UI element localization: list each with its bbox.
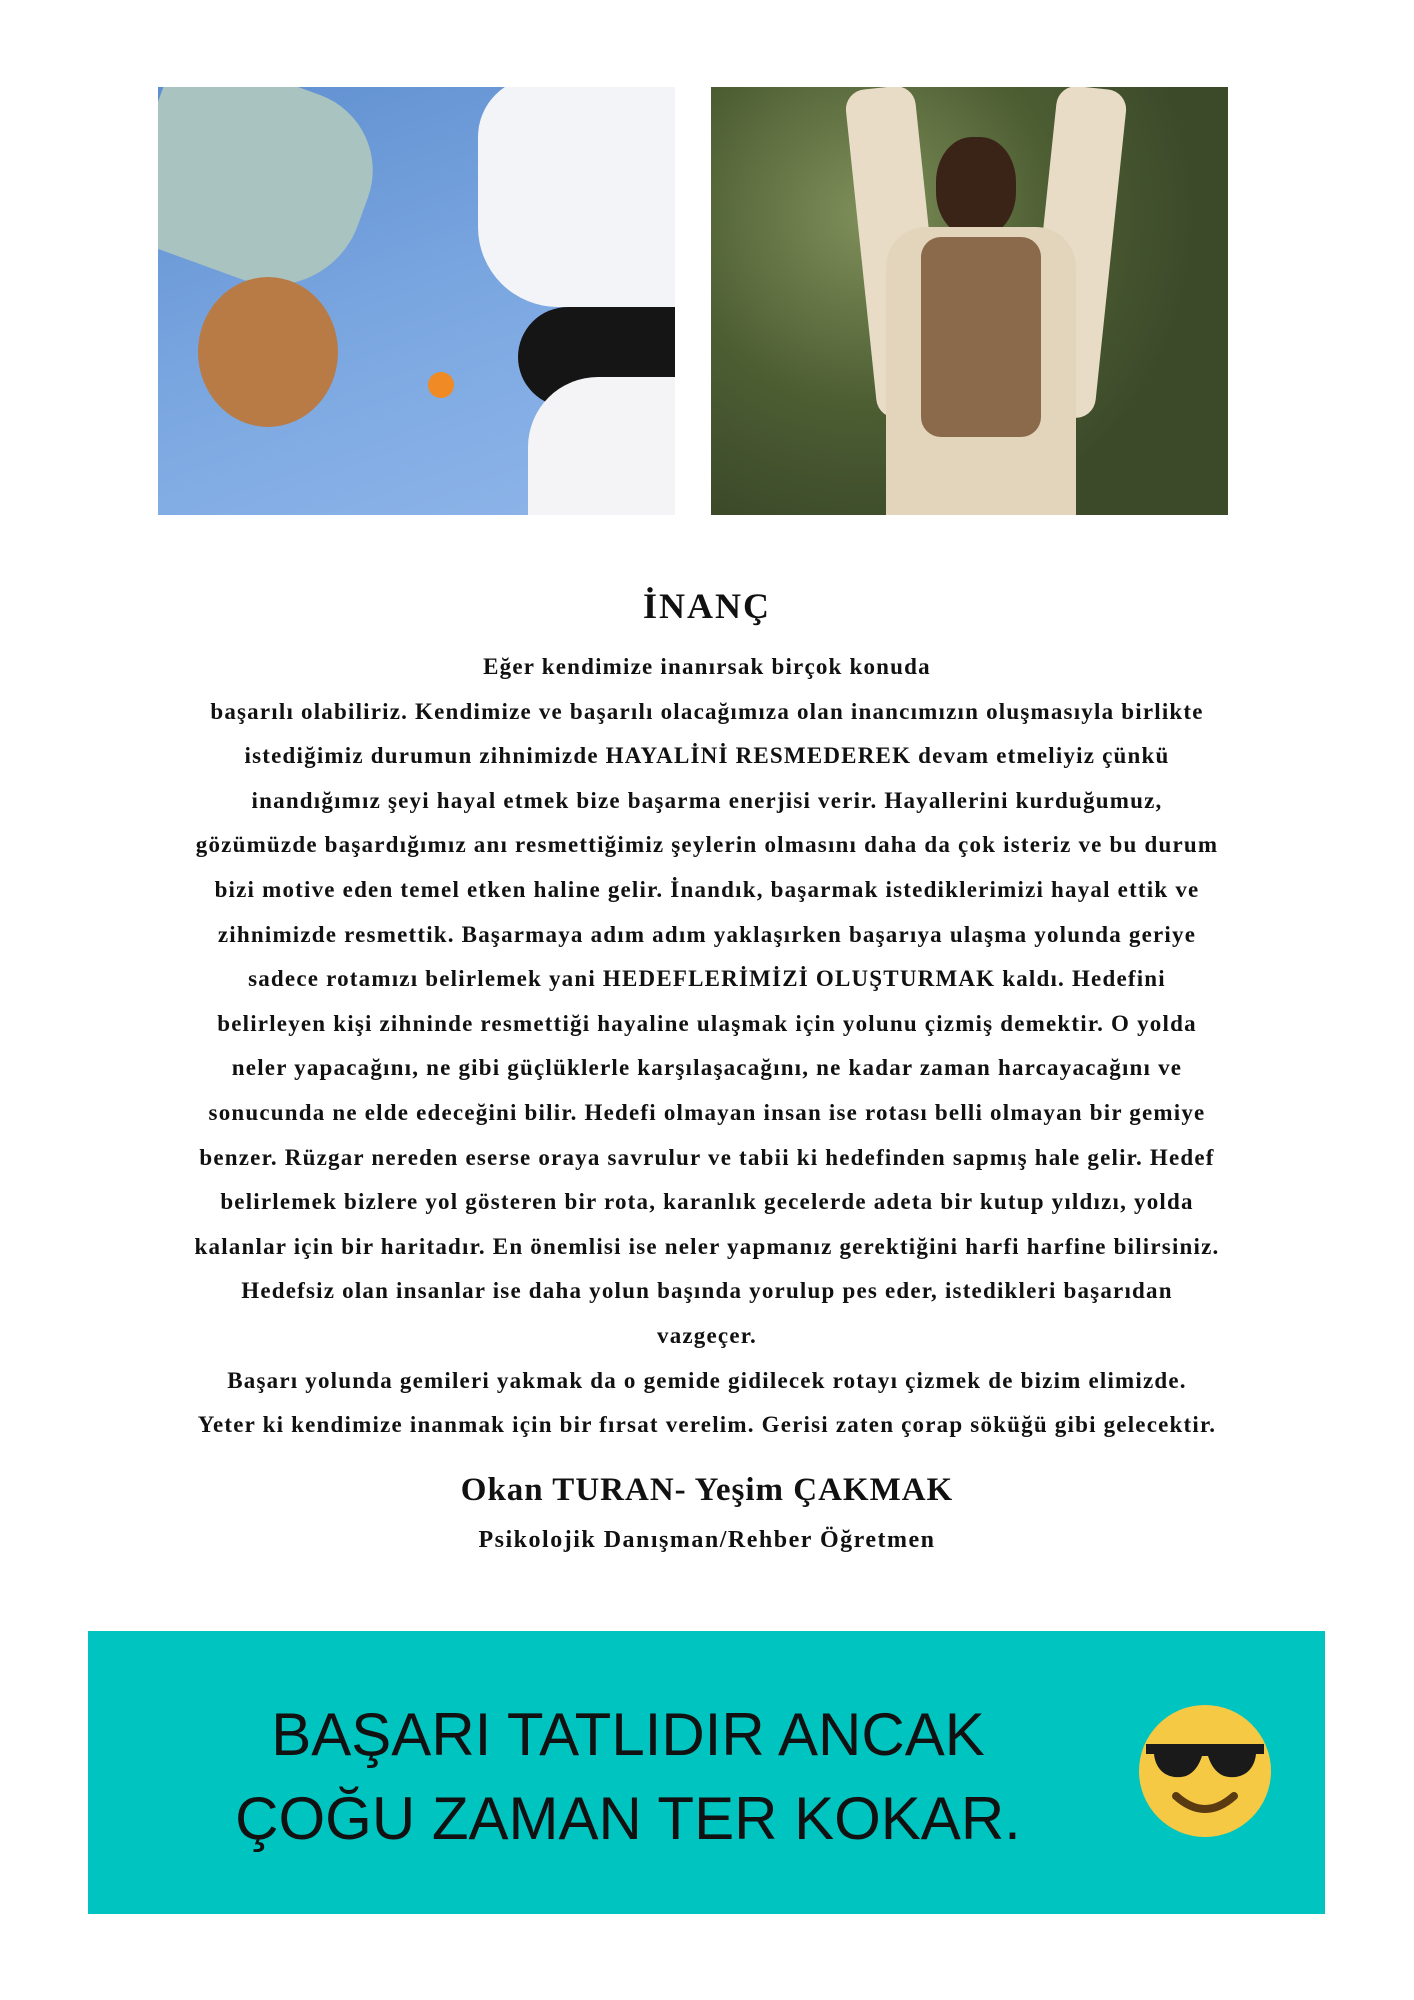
article-title: İNANÇ [642, 586, 771, 626]
body-line: başarılı olabiliriz. Kendimize ve başarılı olacağımıza olan inancımızın oluşmasıyla birlikte [210, 698, 1204, 724]
body-line: Yeter ki kendimize inanmak için bir fırsat verelim. Gerisi zaten çorap söküğü gibi gelecektir. [197, 1412, 1217, 1438]
body-line: istediğimiz durumun zihnimizde HAYALİNİ RESMEDEREK devam etmeliyiz çünkü [244, 743, 1170, 769]
body-line: Hedefsiz olan insanlar ise daha yolun başında yorulup pes eder, istedikleri başarıdan [241, 1278, 1173, 1304]
banner-line-1: BAŞARI TATLIDIR ANCAK [271, 1701, 985, 1768]
sunglasses-emoji-icon [1138, 1704, 1272, 1838]
body-line: gözümüzde başardığımız anı resmettiğimiz şeylerin olmasını daha da çok isteriz ve bu durum [195, 832, 1219, 858]
banner-quote [228, 1693, 1028, 1861]
body-line: zihnimizde resmettik. Başarmaya adım adım yaklaşırken başarıya ulaşma yolunda geriye [217, 921, 1197, 947]
photo-smiling-man [711, 87, 1228, 515]
body-line: Eğer kendimize inanırsak birçok konuda [483, 654, 931, 679]
body-line: Başarı yolunda gemileri yakmak da o gemide gidilecek rotayı çizmek de bizim elimizde. [227, 1367, 1187, 1393]
body-line: benzer. Rüzgar nereden eserse oraya savrulur ve tabii ki hedefinden sapmış hale gelir. Hedef [199, 1144, 1215, 1170]
body-line: kalanlar için bir haritadır. En önemlisi ise neler yapmanız gerektiğini harfi harfine bilirsiniz. [194, 1233, 1220, 1259]
article-body [0, 645, 1414, 1448]
body-line: neler yapacağını, ne gibi güçlüklerle karşılaşacağını, ne kadar zaman harcayacağını ve [231, 1055, 1183, 1081]
body-line: bizi motive eden temel etken haline gelir. İnandık, başarmak istediklerimizi hayal ettik ve [214, 876, 1200, 902]
body-line: inandığımız şeyi hayal etmek bize başarma enerjisi verir. Hayallerini kurduğumuz, [251, 787, 1163, 813]
banner-line-2: ÇOĞU ZAMAN TER KOKAR. [235, 1785, 1021, 1852]
body-line: belirlemek bizlere yol gösteren bir rota, karanlık gecelerde adeta bir kutup yıldızı, yolda [220, 1189, 1194, 1215]
body-line: belirleyen kişi zihninde resmettiği hayaline ulaşmak için yolunu çizmiş demektir. O yolda [217, 1010, 1197, 1036]
body-line: sonucunda ne elde edeceğini bilir. Hedefi olmayan insan ise rotası belli olmayan bir gemiye [208, 1099, 1206, 1125]
photo-people-hands [158, 87, 675, 515]
quote-banner [88, 1631, 1325, 1914]
author-names: Okan TURAN- Yeşim ÇAKMAK [460, 1472, 954, 1508]
body-line: vazgeçer. [657, 1322, 757, 1348]
author-role: Psikolojik Danışman/Rehber Öğretmen [478, 1527, 936, 1553]
body-line: sadece rotamızı belirlemek yani HEDEFLERİMİZİ OLUŞTURMAK kaldı. Hedefini [248, 966, 1166, 992]
